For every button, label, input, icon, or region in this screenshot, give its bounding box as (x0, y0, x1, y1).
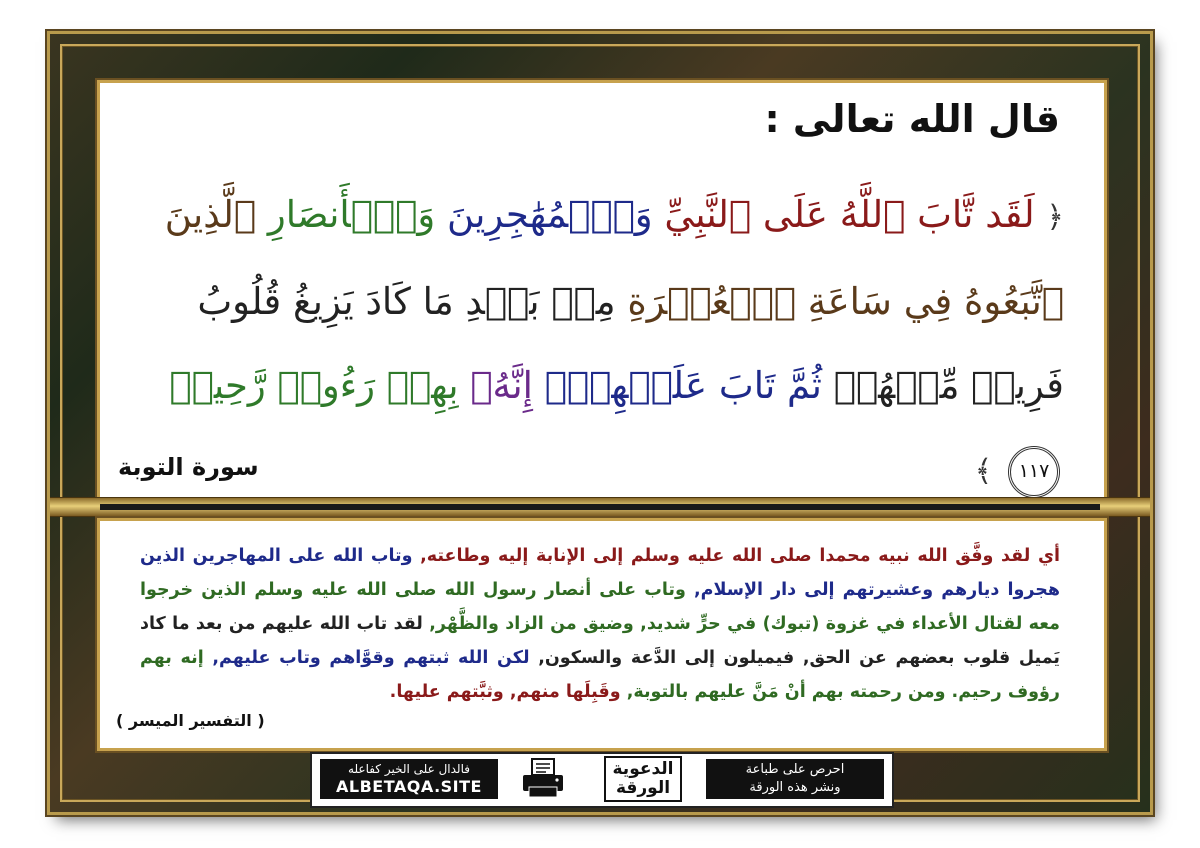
tafsir-segment: وتاب على أنصار رسول الله صلى الله عليه وسلم الذين خرجوا معه لقتال الأعداء في غزوة (تبوك) في حرٍّ شديد, وضيق من الزاد والظَّهْر, (140, 580, 1060, 634)
tafsir-segment: وقَبِلَها منهم, وثبَّتهم عليها. (389, 682, 621, 702)
tafsir-panel (97, 518, 1107, 751)
footer-print-block (706, 759, 884, 799)
tafsir-text (140, 539, 1060, 709)
heading: قال الله تعالى : (764, 97, 1060, 141)
footer-website-block (320, 759, 498, 799)
tafsir-segment: أي لقد وفَّق الله نبيه محمدا صلى الله عليه وسلم إلى الإنابة إليه وطاعته, (412, 546, 1060, 566)
printer-icon (520, 757, 566, 801)
verse-segment: بِهِمۡ رَءُوفٞ رَّحِيمٞ (169, 363, 459, 407)
footer-box (310, 752, 894, 808)
close-ornament-icon: ﴾ (974, 454, 993, 489)
tafsir-segment: لكن الله ثبتهم وقوَّاهم وتاب عليهم, (203, 648, 530, 668)
ayah-number: ١١٧ (1008, 446, 1060, 498)
divider-bar (50, 497, 1150, 517)
logo-line: الورقة (615, 778, 671, 798)
logo (604, 756, 682, 802)
quran-panel (97, 80, 1107, 500)
verse-segment: إِنَّهُۥ (470, 363, 533, 407)
verse-segment: وَٱلۡأَنصَارِ (267, 193, 436, 236)
surah-name: سورة التوبة (118, 453, 259, 481)
footer-print-line: احرص على طباعة (745, 762, 845, 777)
footer-print-line: ونشر هذه الورقة (749, 780, 841, 795)
open-ornament-icon: ﴿ (1046, 199, 1064, 235)
tafsir-segment: لقد تاب الله عليهم من بعد ما كاد يَميل قلوب بعضهم عن الحق, فيميلون إلى الدَّعة والسكون, (140, 614, 1060, 668)
verse-segment: لَقَد تَّابَ ٱللَّهُ عَلَى ٱلنَّبِيِّ (664, 193, 1035, 236)
verse-segment: ثُمَّ تَابَ عَلَيۡهِمۡۚ (544, 363, 822, 407)
verse-segment: مِنۢ بَعۡدِ مَا كَادَ يَزِيغُ قُلُوبُ فَرِيقٖ مِّنۡهُمۡ (197, 279, 1064, 407)
tafsir-source: ( التفسير الميسر ) (116, 711, 265, 730)
verse-segment: وَٱلۡمُهَٰجِرِينَ (446, 193, 653, 236)
footer-website[interactable]: ALBETAQA.SITE (336, 777, 482, 796)
tafsir-segment: وتاب الله على المهاجرين الذين هجروا ديارهم وعشيرتهم إلى دار الإسلام, (140, 546, 1060, 600)
tafsir-segment: إنه بهم رؤوف رحيم. ومن رحمته بهم أنْ مَنَّ عليهم بالتوبة, (140, 648, 1060, 702)
logo-line: الدعوية (612, 759, 674, 779)
footer-saying: فالدال على الخير كفاعله (348, 762, 470, 776)
verse-text (134, 173, 1064, 514)
verse-segment: ٱلَّذِينَ ٱتَّبَعُوهُ فِي سَاعَةِ ٱلۡعُسۡرَةِ (164, 193, 1064, 323)
